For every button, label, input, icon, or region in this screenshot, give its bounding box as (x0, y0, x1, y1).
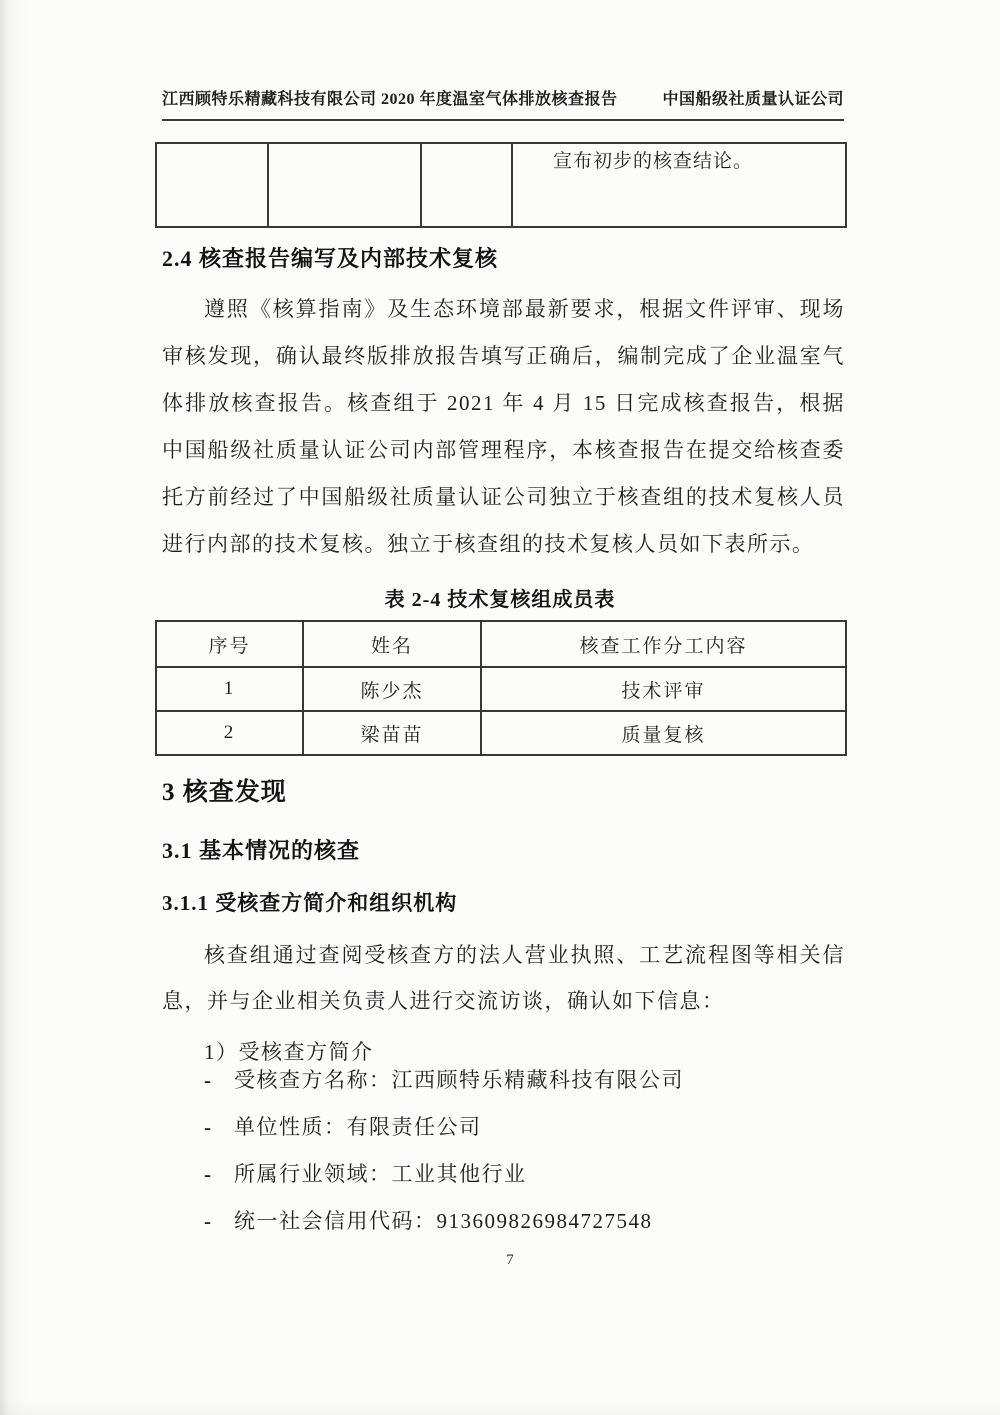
table-row (156, 143, 846, 227)
col-header-name: 姓名 (303, 621, 481, 667)
cell-role: 质量复核 (481, 711, 846, 755)
carryover-cell-1 (156, 143, 268, 227)
cell-seq: 1 (156, 667, 303, 711)
review-team-table (155, 620, 847, 756)
list-intro-verified-party: 1）受核查方简介 (204, 1040, 374, 1064)
col-header-role: 核查工作分工内容 (481, 621, 846, 667)
heading-section-3: 3 核查发现 (162, 779, 287, 806)
list-item (204, 1209, 684, 1233)
carryover-cell-conclusion: 宣布初步的核查结论。 (512, 143, 846, 227)
header-certifier-name: 中国船级社质量认证公司 (662, 91, 844, 108)
carryover-cell-2 (268, 143, 421, 227)
cell-name: 陈少杰 (303, 667, 481, 711)
heading-section-2-4: 2.4 核查报告编写及内部技术复核 (162, 246, 499, 271)
carryover-table (155, 142, 847, 228)
cell-role: 技术评审 (481, 667, 846, 711)
carryover-cell-3 (421, 143, 512, 227)
cell-name: 梁苗苗 (303, 711, 481, 755)
table-header-row (156, 621, 846, 667)
list-item (204, 1115, 684, 1139)
fact-company-name: 受核查方名称：江西顾特乐精藏科技有限公司 (234, 1068, 684, 1092)
page-number: 7 (506, 1252, 514, 1268)
heading-section-3-1-1: 3.1.1 受核查方简介和组织机构 (162, 891, 458, 915)
fact-credit-code: 统一社会信用代码：913609826984727548 (234, 1209, 653, 1233)
list-item (204, 1068, 684, 1092)
header-report-title: 江西顾特乐精藏科技有限公司 2020 年度温室气体排放核查报告 (162, 91, 618, 108)
paragraph-verified-party-intro: 核查组通过查阅受核查方的法人营业执照、工艺流程图等相关信息，并与企业相关负责人进行交流访谈，确认如下信息： (162, 943, 845, 1013)
table-row (156, 667, 846, 711)
paragraph-report-compilation: 遵照《核算指南》及生态环境部最新要求，根据文件评审、现场审核发现，确认最终版排放报告填写正确后，编制完成了企业温室气体排放核查报告。核查组于 2021 年 4 月 15 日完成核查报告，根据中国船级社质量认证公司内部管理程序，本核查报告在提交给核查委托方前经过了中国船级社质量认证公司独立于核查组的技术复核人员进行内部的技术复核。独立于核查组的技术复核人员如下表所示。 (162, 297, 845, 556)
list-item (204, 1162, 684, 1186)
table-row (156, 711, 846, 755)
fact-industry-sector: 所属行业领域：工业其他行业 (234, 1162, 527, 1186)
col-header-seq: 序号 (156, 621, 303, 667)
verified-party-fact-list (204, 1068, 684, 1256)
running-header (162, 90, 844, 121)
bullet-dash: - (204, 1209, 213, 1233)
bullet-dash: - (204, 1162, 213, 1186)
table-2-4-caption: 表 2-4 技术复核组成员表 (384, 589, 616, 611)
cell-seq: 2 (156, 711, 303, 755)
heading-section-3-1: 3.1 基本情况的核查 (162, 838, 361, 863)
fact-entity-type: 单位性质：有限责任公司 (234, 1115, 482, 1139)
bullet-dash: - (204, 1115, 213, 1139)
bullet-dash: - (204, 1068, 213, 1092)
